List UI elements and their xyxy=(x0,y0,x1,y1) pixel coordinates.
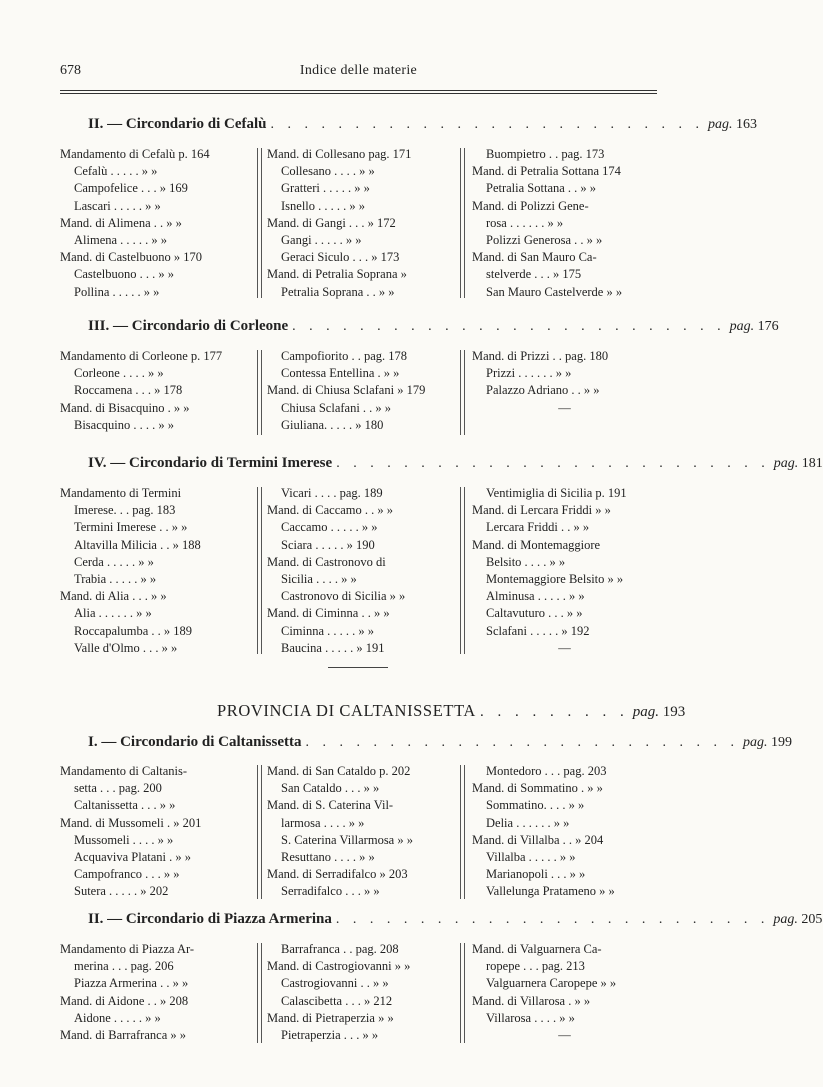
province-page: pag. 193 xyxy=(632,704,686,720)
entry: Mand. di Sommatino . » » xyxy=(472,781,603,796)
entry: Pollina . . . . . » » xyxy=(74,284,160,299)
section-heading-termini xyxy=(60,455,823,472)
entry: Gratteri . . . . . » » xyxy=(281,181,370,196)
column-3 xyxy=(472,348,657,417)
section-heading-cefalu xyxy=(60,116,757,133)
entry: Castronovo di Sicilia » » xyxy=(281,589,406,604)
entry: Mandamento di Cefalù p. 164 xyxy=(60,147,210,161)
entry: Altavilla Milicia . . » 188 xyxy=(74,537,201,552)
column-1 xyxy=(60,485,250,657)
leader-dots: . . . . . . . . . . . . . . . . . . . . . . . . . . xyxy=(305,735,739,750)
province-title: PROVINCIA DI CALTANISSETTA xyxy=(217,701,476,720)
column-2 xyxy=(267,348,457,434)
entry: Mand. di Prizzi . . pag. 180 xyxy=(472,349,609,363)
entry: Campofranco . . . » » xyxy=(74,867,180,882)
entry: Mand. di Bisacquino . » » xyxy=(60,400,190,415)
section-title: IV. — Circondario di Termini Imerese xyxy=(88,455,333,471)
column-separator xyxy=(460,148,465,298)
column-1 xyxy=(60,348,250,434)
entry: Mand. di Mussomeli . » 201 xyxy=(60,815,202,830)
column-3 xyxy=(472,485,657,657)
column-separator xyxy=(460,943,465,1043)
header-rule xyxy=(60,90,657,91)
section-title: III. — Circondario di Corleone xyxy=(88,318,289,334)
entry: Mand. di Polizzi Gene- xyxy=(472,198,589,213)
entry: Mand. di Castrogiovanni » » xyxy=(267,959,411,974)
section-page: pag. 163 xyxy=(707,117,757,132)
column-2 xyxy=(267,485,457,657)
entry: Caltavuturo . . . » » xyxy=(486,606,583,621)
section-heading-piazza-armerina xyxy=(60,911,823,928)
entry: Chiusa Sclafani . . » » xyxy=(281,400,392,415)
entry: Roccamena . . . » 178 xyxy=(74,383,183,398)
entry: Sciara . . . . . » 190 xyxy=(281,537,375,552)
entry: Mand. di Petralia Sottana 174 xyxy=(472,164,621,179)
entry: Belsito . . . . » » xyxy=(486,554,566,569)
column-3 xyxy=(472,146,657,301)
entry: Termini Imerese . . » » xyxy=(74,520,188,535)
section-page: pag. 181 xyxy=(773,456,823,471)
entry: Petralia Soprana . . » » xyxy=(281,284,395,299)
section-page: pag. 176 xyxy=(729,319,779,334)
section-heading-caltanissetta xyxy=(60,734,792,751)
entry: Gangi . . . . . » » xyxy=(281,232,362,247)
entry: Mand. di Alia . . . » » xyxy=(60,589,167,604)
entry: Villarosa . . . . » » xyxy=(486,1010,575,1025)
entry: Mand. di Pietraperzia » » xyxy=(267,1010,394,1025)
column-separator xyxy=(257,943,262,1043)
end-dash: — xyxy=(558,400,571,415)
column-1 xyxy=(60,941,250,1044)
column-separator xyxy=(257,487,262,654)
entry: Giuliana. . . . . » 180 xyxy=(281,417,384,432)
entry: Mandamento di Termini xyxy=(60,486,182,500)
entry: Cefalù . . . . . » » xyxy=(74,164,158,179)
entry: Montedoro . . . pag. 203 xyxy=(486,764,607,778)
entry: Caltanissetta . . . » » xyxy=(74,798,176,813)
section-title: II. — Circondario di Cefalù xyxy=(88,116,267,132)
leader-dots: . . . . . . . . . xyxy=(479,704,629,720)
entry: Sicilia . . . . » » xyxy=(281,571,357,586)
entry: Castrogiovanni . . » » xyxy=(281,976,389,991)
entry: Serradifalco . . . » » xyxy=(281,884,380,899)
column-3 xyxy=(472,763,657,901)
entry: Marianopoli . . . » » xyxy=(486,867,586,882)
header-rule-thin xyxy=(60,93,657,94)
entry: Mand. di Petralia Soprana » xyxy=(267,267,407,282)
column-2 xyxy=(267,763,457,901)
column-1 xyxy=(60,763,250,901)
entry: Valle d'Olmo . . . » » xyxy=(74,640,178,655)
page-number: 678 xyxy=(60,63,81,78)
entry: Alimena . . . . . » » xyxy=(74,232,168,247)
entry: Sommatino. . . . » » xyxy=(486,798,585,813)
running-header xyxy=(60,63,657,83)
entry: Resuttano . . . . » » xyxy=(281,849,375,864)
entry: stelverde . . . » 175 xyxy=(486,267,582,282)
entry: Villalba . . . . . » » xyxy=(486,849,576,864)
entry: Mand. di Chiusa Sclafani » 179 xyxy=(267,383,426,398)
entry: Corleone . . . . » » xyxy=(74,366,164,381)
entry: Contessa Entellina . » » xyxy=(281,366,400,381)
entry: Prizzi . . . . . . » » xyxy=(486,366,572,381)
entry: Campofelice . . . » 169 xyxy=(74,181,188,196)
entry: San Cataldo . . . » » xyxy=(281,781,380,796)
entry: Aidone . . . . . » » xyxy=(74,1010,161,1025)
entry: Piazza Armerina . . » » xyxy=(74,976,189,991)
leader-dots: . . . . . . . . . . . . . . . . . . . . . . . . . . xyxy=(336,456,770,471)
entry: Mand. di Alimena . . » » xyxy=(60,215,182,230)
entry: Alminusa . . . . . » » xyxy=(486,589,585,604)
leader-dots: . . . . . . . . . . . . . . . . . . . . . . . . . . xyxy=(335,912,770,927)
leader-dots: . . . . . . . . . . . . . . . . . . . . . . . . . . xyxy=(292,319,726,334)
entry: Mandamento di Caltanis- xyxy=(60,764,188,778)
entry: rosa . . . . . . » » xyxy=(486,215,564,230)
entry: Sutera . . . . . » 202 xyxy=(74,884,169,899)
entry: Montemaggiore Belsito » » xyxy=(486,571,624,586)
column-1 xyxy=(60,146,250,301)
entry: Cerda . . . . . » » xyxy=(74,554,154,569)
entry: Vicari . . . . pag. 189 xyxy=(281,486,383,500)
entry: Sclafani . . . . . » 192 xyxy=(486,623,590,638)
column-2 xyxy=(267,941,457,1044)
section-heading-corleone xyxy=(60,318,779,335)
entry: Mand. di Montemaggiore xyxy=(472,537,601,552)
entry: Mand. di Gangi . . . » 172 xyxy=(267,215,396,230)
entry: Bisacquino . . . . » » xyxy=(74,417,174,432)
section-title: I. — Circondario di Caltanissetta xyxy=(88,734,302,750)
entry: Mussomeli . . . . » » xyxy=(74,832,174,847)
province-heading xyxy=(60,701,686,721)
entry: Geraci Siculo . . . » 173 xyxy=(281,250,400,265)
entry: Mand. di San Cataldo p. 202 xyxy=(267,764,411,778)
entry: Mand. di Ciminna . . » » xyxy=(267,606,390,621)
entry: Castelbuono . . . » » xyxy=(74,267,174,282)
entry: ropepe . . . pag. 213 xyxy=(486,959,585,974)
entry: Mand. di Collesano pag. 171 xyxy=(267,147,412,161)
entry: Mandamento di Piazza Ar- xyxy=(60,942,195,956)
entry: Roccapalumba . . » 189 xyxy=(74,623,193,638)
entry: Mand. di Castronovo di xyxy=(267,554,386,569)
entry: Buompietro . . pag. 173 xyxy=(486,147,605,161)
entry: San Mauro Castelverde » » xyxy=(486,284,623,299)
entry: Ventimiglia di Sicilia p. 191 xyxy=(486,486,627,500)
entry: S. Caterina Villarmosa » » xyxy=(281,832,413,847)
entry: Mandamento di Corleone p. 177 xyxy=(60,349,223,363)
section-page: pag. 199 xyxy=(742,735,792,750)
center-divider xyxy=(328,667,388,668)
entry: Campofiorito . . pag. 178 xyxy=(281,349,408,363)
entry: Mand. di Valguarnera Ca- xyxy=(472,942,602,956)
entry: Calascibetta . . . » 212 xyxy=(281,993,393,1008)
entry: Alia . . . . . . » » xyxy=(74,606,152,621)
entry: Collesano . . . . » » xyxy=(281,164,375,179)
entry: Mand. di Serradifalco » 203 xyxy=(267,867,408,882)
entry: Caccamo . . . . . » » xyxy=(281,520,378,535)
entry: Baucina . . . . . » 191 xyxy=(281,640,385,655)
section-page: pag. 205 xyxy=(773,912,823,927)
entry: Mand. di Lercara Friddi » » xyxy=(472,503,611,518)
entry: Mand. di Villalba . . » 204 xyxy=(472,832,604,847)
leader-dots: . . . . . . . . . . . . . . . . . . . . . . . . . . xyxy=(270,117,704,132)
column-separator xyxy=(257,765,262,899)
entry: Trabia . . . . . » » xyxy=(74,571,157,586)
column-separator xyxy=(257,350,262,435)
entry: Delia . . . . . . » » xyxy=(486,815,570,830)
entry: Valguarnera Caropepe » » xyxy=(486,976,617,991)
entry: Pietraperzia . . . » » xyxy=(281,1027,379,1042)
running-title: Indice delle materie xyxy=(299,63,418,78)
section-title: II. — Circondario di Piazza Armerina xyxy=(88,911,332,927)
entry: Barrafranca . . pag. 208 xyxy=(281,942,399,956)
column-separator xyxy=(460,487,465,654)
entry: Isnello . . . . . » » xyxy=(281,198,366,213)
entry: Ciminna . . . . . » » xyxy=(281,623,375,638)
entry: Imerese. . . pag. 183 xyxy=(74,503,176,518)
entry: Mand. di Barrafranca » » xyxy=(60,1027,186,1042)
entry: Mand. di S. Caterina Vil- xyxy=(267,798,394,813)
column-separator xyxy=(460,350,465,435)
entry: Acquaviva Platani . » » xyxy=(74,849,191,864)
column-3 xyxy=(472,941,657,1044)
entry: Mand. di Caccamo . . » » xyxy=(267,503,394,518)
entry: larmosa . . . . » » xyxy=(281,815,365,830)
entry: Petralia Sottana . . » » xyxy=(486,181,597,196)
end-dash: — xyxy=(558,640,571,655)
column-2 xyxy=(267,146,457,301)
entry: Polizzi Generosa . . » » xyxy=(486,232,603,247)
entry: Palazzo Adriano . . » » xyxy=(486,383,600,398)
entry: merina . . . pag. 206 xyxy=(74,959,174,974)
entry: Lercara Friddi . . » » xyxy=(486,520,590,535)
entry: Vallelunga Pratameno » » xyxy=(486,884,615,899)
column-separator xyxy=(460,765,465,899)
entry: Mand. di San Mauro Ca- xyxy=(472,250,597,265)
end-dash: — xyxy=(558,1027,571,1042)
entry: Mand. di Villarosa . » » xyxy=(472,993,591,1008)
entry: Mand. di Aidone . . » 208 xyxy=(60,993,189,1008)
entry: setta . . . pag. 200 xyxy=(74,781,162,796)
entry: Mand. di Castelbuono » 170 xyxy=(60,250,203,265)
entry: Lascari . . . . . » » xyxy=(74,198,161,213)
column-separator xyxy=(257,148,262,298)
